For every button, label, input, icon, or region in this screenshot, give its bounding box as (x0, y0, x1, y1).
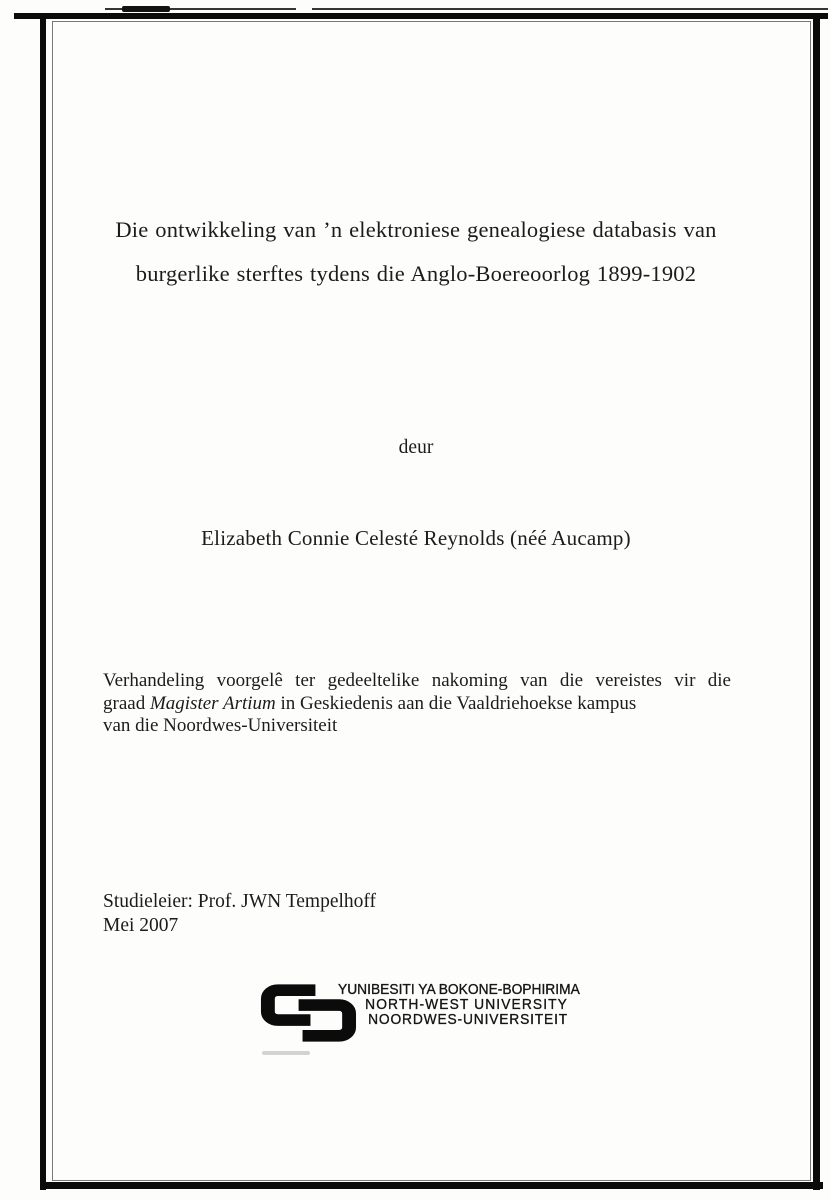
nwu-logo-name-setswana: YUNIBESITI YA BOKONE-BOPHIRIMA (338, 981, 580, 998)
page-border-left (40, 13, 46, 1190)
scan-artifact-blob (122, 6, 170, 12)
author-name: Elizabeth Connie Celesté Reynolds (néé Aucamp) (201, 526, 631, 550)
scan-artifact-smudge (262, 1051, 310, 1055)
nwu-logo-name-english: NORTH-WEST UNIVERSITY (365, 996, 568, 1013)
supervisor-line: Studieleier: Prof. JWN Tempelhoff (103, 891, 377, 912)
page-border-bottom (40, 1182, 823, 1189)
degree-statement-line-2-post: in Geskiedenis aan die Vaaldriehoekse kampus (275, 692, 637, 714)
nwu-logo-wordmark (338, 981, 580, 1028)
degree-statement (103, 670, 731, 738)
scan-artifact-gap (296, 7, 312, 11)
page-border-top (14, 13, 828, 19)
degree-statement-line-1: Verhandeling voorgelê ter gedeeltelike nakoming van die vereistes vir die (103, 670, 731, 691)
byline-deur: deur (398, 437, 434, 458)
degree-statement-line-2 (103, 693, 731, 716)
thesis-title-line-1: Die ontwikkeling van ’n elektroniese genealogiese databasis van (115, 217, 717, 242)
degree-name-italic: Magister Artium (149, 692, 276, 714)
degree-statement-line-2-pre: graad (103, 692, 150, 714)
degree-statement-line-3: van die Noordwes-Universiteit (103, 715, 338, 736)
supervisor-block (103, 890, 603, 937)
scan-artifact-top-line (105, 8, 828, 10)
nwu-logo-name-afrikaans: NOORDWES-UNIVERSITEIT (368, 1011, 568, 1028)
page-border-right (813, 13, 820, 1190)
date-line: Mei 2007 (103, 914, 179, 936)
thesis-title-line-2: burgerlike sterftes tydens die Anglo-Boereoorlog 1899-1902 (135, 261, 697, 286)
